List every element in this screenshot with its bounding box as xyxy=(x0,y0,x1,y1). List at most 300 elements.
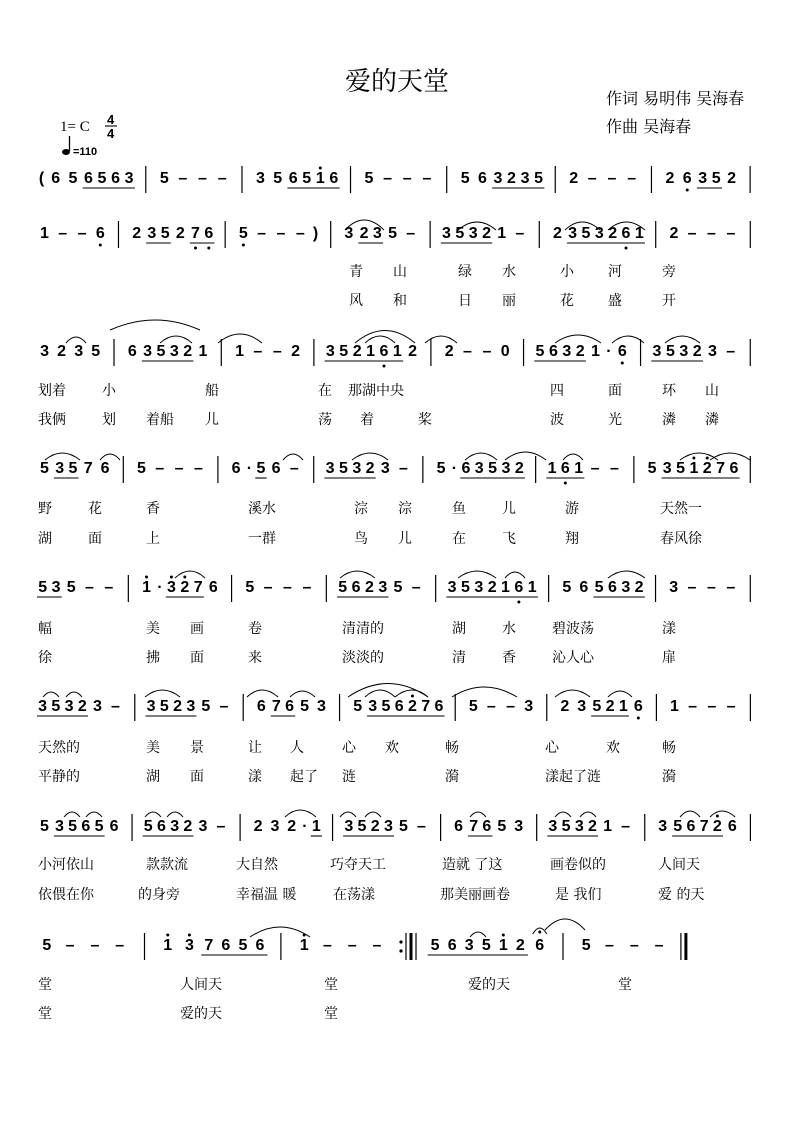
lyric: 儿 xyxy=(502,501,516,517)
note: 6 xyxy=(51,170,61,187)
lyric: 美 xyxy=(146,621,160,637)
note: 5 xyxy=(91,343,101,360)
notes-line xyxy=(42,928,686,960)
slur xyxy=(545,919,585,930)
note: 5 xyxy=(581,225,591,242)
sustain-dash: – xyxy=(726,343,736,360)
note: 2 xyxy=(634,579,644,596)
sustain-dash: – xyxy=(587,170,597,187)
lyric: 堂 xyxy=(38,1006,52,1022)
note: 6 xyxy=(329,170,339,187)
note: 5 xyxy=(460,579,470,596)
lyric: 旁 xyxy=(662,264,676,280)
sustain-dash: – xyxy=(687,579,697,596)
lyric: 堂 xyxy=(324,1006,338,1022)
note: 1 xyxy=(689,460,699,477)
note: 3 xyxy=(325,460,335,477)
sustain-dash: – xyxy=(104,579,114,596)
lyric: 湖 xyxy=(38,531,52,547)
note: 2 xyxy=(173,698,183,715)
note: 1 xyxy=(591,343,600,360)
sustain-dash: – xyxy=(198,170,207,187)
lyrics-verse-1 xyxy=(38,382,719,399)
note: 7 xyxy=(716,460,726,477)
lyric: 春风徐 xyxy=(660,531,702,547)
note: 1 xyxy=(198,343,208,360)
lyric: 丽 xyxy=(502,293,516,309)
note: 5 xyxy=(488,460,498,477)
lyric: 潾 xyxy=(705,412,719,428)
note: 5 xyxy=(381,698,391,715)
note: 5 xyxy=(39,818,49,835)
note: 3 xyxy=(54,818,64,835)
note: 5 xyxy=(353,698,363,715)
lyric: 上 xyxy=(146,531,160,547)
note: 5 xyxy=(338,460,348,477)
slur xyxy=(425,336,457,343)
note: 1 xyxy=(235,343,245,360)
lyric: 鱼 xyxy=(452,501,466,517)
slur xyxy=(505,452,546,460)
note: 2 xyxy=(365,460,375,477)
upper-octave-dot xyxy=(183,576,186,579)
note: 2 xyxy=(487,579,497,596)
slur xyxy=(555,335,601,343)
lyric: 花 xyxy=(88,501,102,517)
note: 2 xyxy=(727,170,737,187)
lyric: 湖 xyxy=(146,769,160,785)
lyric: 来 xyxy=(248,650,262,666)
note: 2 xyxy=(560,698,570,715)
note: 3 xyxy=(574,818,584,835)
lyrics-verse-2 xyxy=(38,411,719,428)
lyrics-verse-1 xyxy=(38,500,702,517)
note: 5 xyxy=(68,818,78,835)
note: 7 xyxy=(191,225,200,242)
note: 6 xyxy=(617,343,627,360)
note: 3 xyxy=(166,579,176,596)
lyric: 人间天 xyxy=(658,857,700,873)
note: 6 xyxy=(394,698,404,715)
sustain-dash: – xyxy=(263,579,273,596)
lyric: 在荡漾 xyxy=(333,887,375,903)
note: 2 xyxy=(575,343,585,360)
sustain-dash: – xyxy=(155,460,165,477)
lyric: 堂 xyxy=(324,977,338,993)
note: 5 xyxy=(245,579,255,596)
note: 0 xyxy=(500,343,510,360)
sustain-dash: – xyxy=(411,579,421,596)
slur xyxy=(365,690,395,697)
note: 6 xyxy=(83,170,93,187)
lyric: 野 xyxy=(38,501,52,517)
note: 5 xyxy=(94,818,104,835)
sustain-dash: – xyxy=(178,170,188,187)
lyric: 美 xyxy=(146,740,160,756)
note: 5 xyxy=(711,170,721,187)
notes-line xyxy=(39,166,750,193)
sustain-dash: – xyxy=(383,170,392,187)
lyric: 拂 xyxy=(146,650,160,666)
note: 1 xyxy=(392,343,402,360)
lyrics-verse-1 xyxy=(38,739,676,756)
lyric: 清清的 xyxy=(342,621,384,637)
note: 2 xyxy=(287,818,297,835)
note: 6 xyxy=(607,579,617,596)
note: 3 xyxy=(562,343,572,360)
lyric: 清 xyxy=(452,650,466,666)
note: 6 xyxy=(379,343,389,360)
note: 3 xyxy=(474,460,484,477)
note: 3 xyxy=(468,225,478,242)
lyric: 环 xyxy=(662,383,676,399)
note: 3 xyxy=(474,579,484,596)
lyric: 划 xyxy=(102,412,116,428)
note: 2 xyxy=(359,225,369,242)
note: 5 xyxy=(137,460,146,477)
note: 3 xyxy=(652,343,662,360)
note: 3 xyxy=(594,225,604,242)
slur xyxy=(680,811,700,817)
note: 1 xyxy=(670,698,679,715)
note: 1 xyxy=(618,698,628,715)
slur xyxy=(555,812,571,817)
note: 5 xyxy=(338,579,348,596)
note: 3 xyxy=(92,698,102,715)
note: 6 xyxy=(514,579,524,596)
sustain-dash: – xyxy=(687,225,697,242)
sustain-dash: – xyxy=(482,343,492,360)
score-row-4 xyxy=(38,452,750,547)
sustain-dash: – xyxy=(726,579,736,596)
lyric: 水 xyxy=(502,621,516,637)
upper-octave-dot xyxy=(411,695,414,698)
lyric: 欢 xyxy=(385,740,399,756)
composer-credit: 作曲 吴海春 xyxy=(606,117,692,136)
note: 3 xyxy=(317,698,326,715)
sustain-dash: – xyxy=(486,698,496,715)
repeat-dot xyxy=(399,949,402,952)
sustain-dash: – xyxy=(77,225,87,242)
lyric: 湖 xyxy=(452,621,466,637)
note: 2 xyxy=(507,170,516,187)
lyric: 爱 的天 xyxy=(658,887,705,903)
note: 1 xyxy=(603,818,612,835)
lyric: 儿 xyxy=(398,531,412,547)
slur xyxy=(66,692,82,697)
lower-octave-dot xyxy=(637,717,640,720)
note: 5 xyxy=(339,343,349,360)
note: 5 xyxy=(51,698,61,715)
note: 2 xyxy=(692,343,702,360)
note: 6 xyxy=(434,698,444,715)
note: 6 xyxy=(95,225,105,242)
note: 3 xyxy=(669,579,679,596)
note: 3 xyxy=(679,343,689,360)
note: 1 xyxy=(40,225,49,242)
note: 3 xyxy=(372,225,382,242)
lyric: 人间天 xyxy=(180,977,222,993)
note: 3 xyxy=(344,225,354,242)
lyric: 爱的天 xyxy=(180,1006,222,1022)
lyric: 漾起了涟 xyxy=(545,769,601,785)
sustain-dash: – xyxy=(276,225,286,242)
lyrics-verse-2 xyxy=(349,292,676,309)
lyric: 让 xyxy=(248,740,262,756)
song-title: 爱的天堂 xyxy=(344,67,450,97)
score-row-8 xyxy=(38,919,686,1022)
lyric: 小河依山 xyxy=(38,857,94,873)
upper-octave-dot xyxy=(502,934,505,937)
lyric: 翔 xyxy=(565,531,579,547)
note: 6 xyxy=(111,170,121,187)
note: 3 xyxy=(548,818,558,835)
note: 3 xyxy=(186,698,196,715)
lyrics-verse-2 xyxy=(38,886,704,903)
note: 5 xyxy=(160,225,170,242)
lyric: 涟 xyxy=(342,769,356,785)
sustain-dash: – xyxy=(422,170,432,187)
lyric: 潾 xyxy=(662,412,676,428)
upper-octave-dot xyxy=(303,934,306,937)
note: 3 xyxy=(708,343,717,360)
note: 3 xyxy=(198,818,208,835)
lyric: 山 xyxy=(393,264,407,280)
lyrics-verse-1 xyxy=(38,976,632,993)
note: 2 xyxy=(514,460,524,477)
lower-octave-dot xyxy=(564,482,567,485)
sustain-dash: – xyxy=(402,170,412,187)
time-signature-top: 4 xyxy=(107,112,115,127)
slur xyxy=(555,690,590,697)
sustain-dash: – xyxy=(283,579,292,596)
note: 3 xyxy=(55,460,65,477)
note: 5 xyxy=(159,698,169,715)
slur xyxy=(470,812,486,817)
slur xyxy=(290,691,315,697)
note: 3 xyxy=(344,818,354,835)
note: 2 xyxy=(569,170,579,187)
note: 2 xyxy=(482,225,491,242)
lyric: 面 xyxy=(190,650,204,666)
note: 5 xyxy=(201,698,211,715)
dot-duration: · xyxy=(606,343,612,360)
lyric: 天然一 xyxy=(660,501,702,517)
lyric: 飞 xyxy=(502,531,516,547)
slur xyxy=(145,812,161,817)
lyric: 大自然 xyxy=(236,857,278,873)
lyric: 河 xyxy=(608,264,622,280)
note: 6 xyxy=(109,818,119,835)
note: 3 xyxy=(40,343,49,360)
note: 7 xyxy=(469,818,479,835)
note: 5 xyxy=(238,225,248,242)
note: 5 xyxy=(68,460,78,477)
sustain-dash: – xyxy=(217,170,227,187)
lower-octave-dot xyxy=(621,362,624,365)
slur xyxy=(365,812,381,817)
note: 6 xyxy=(729,460,739,477)
note: 5 xyxy=(647,460,657,477)
note: 2 xyxy=(588,818,597,835)
note: 6 xyxy=(221,937,231,954)
note: 5 xyxy=(40,460,49,477)
notes-line xyxy=(40,456,750,485)
note: 5 xyxy=(534,170,544,187)
note: 2 xyxy=(669,225,679,242)
note: 3 xyxy=(383,818,393,835)
lyric: 光 xyxy=(608,412,622,428)
lyric: 堂 xyxy=(618,977,632,993)
note: 1 xyxy=(634,225,644,242)
sustain-dash: – xyxy=(726,225,736,242)
note: 6 xyxy=(482,818,492,835)
note: 5 xyxy=(38,579,48,596)
note: 5 xyxy=(561,818,571,835)
key-signature: 1= C xyxy=(60,119,90,135)
lyric: 船 xyxy=(205,383,219,399)
notes-line xyxy=(37,575,750,604)
sustain-dash: – xyxy=(84,579,94,596)
lyric: 小 xyxy=(560,264,574,280)
note: 7 xyxy=(193,579,203,596)
note: 5 xyxy=(357,818,367,835)
lyric: 平静的 xyxy=(38,769,80,785)
score-row-3 xyxy=(38,320,750,428)
note: 3 xyxy=(170,818,180,835)
sustain-dash: – xyxy=(707,225,716,242)
lyric: 青 xyxy=(349,264,363,280)
note: 5 xyxy=(481,937,491,954)
note: 5 xyxy=(665,343,675,360)
sustain-dash: – xyxy=(322,937,332,954)
sustain-dash: – xyxy=(289,460,299,477)
lyric: 游 xyxy=(565,501,579,517)
note: 3 xyxy=(524,698,534,715)
note: 5 xyxy=(594,579,604,596)
sustain-dash: – xyxy=(610,460,619,477)
note: 5 xyxy=(497,818,507,835)
upper-octave-dot xyxy=(716,815,719,818)
lyric: 起了 xyxy=(290,769,318,785)
note: 3 xyxy=(520,170,530,187)
score-row-1 xyxy=(39,166,750,193)
note: 1 xyxy=(366,343,376,360)
lyric: 风 xyxy=(349,293,363,309)
note: 7 xyxy=(421,698,431,715)
notes-line xyxy=(40,221,750,250)
note: 5 xyxy=(393,579,403,596)
note: 1 xyxy=(315,170,325,187)
note: 5 xyxy=(68,170,78,187)
lyric: 畅 xyxy=(445,740,459,756)
upper-octave-dot xyxy=(170,576,173,579)
lyric: 淙 xyxy=(354,501,368,517)
slur xyxy=(64,812,80,817)
note: 6 xyxy=(461,460,471,477)
sustain-dash: – xyxy=(688,698,697,715)
note: 6 xyxy=(454,818,464,835)
parenthesis: ( xyxy=(38,170,45,187)
slur xyxy=(250,927,310,937)
sustain-dash: – xyxy=(607,170,617,187)
note: 6 xyxy=(256,698,266,715)
note: 3 xyxy=(51,579,61,596)
slur xyxy=(167,812,183,817)
lyric: 造就 了这 xyxy=(442,857,503,873)
note: 3 xyxy=(698,170,708,187)
slur xyxy=(505,572,525,578)
lyrics-verse-2 xyxy=(38,649,676,666)
score-row-5 xyxy=(37,571,750,666)
note: 1 xyxy=(163,937,173,954)
lyric: 着船 xyxy=(146,412,174,428)
lower-octave-dot xyxy=(624,247,627,250)
note: 1 xyxy=(501,579,510,596)
sustain-dash: – xyxy=(590,460,600,477)
note: 7 xyxy=(83,460,93,477)
note: 2 xyxy=(553,225,562,242)
note: 2 xyxy=(665,170,675,187)
slur xyxy=(452,687,517,697)
slur xyxy=(710,811,735,817)
note: 3 xyxy=(658,818,668,835)
note: 1 xyxy=(498,937,508,954)
sustain-dash: – xyxy=(194,460,203,477)
slur xyxy=(665,336,700,343)
note: 5 xyxy=(562,579,572,596)
note: 3 xyxy=(143,343,152,360)
lyric: 景 xyxy=(190,740,204,756)
time-signature-bottom: 4 xyxy=(107,126,115,141)
lyric: 欢 xyxy=(606,740,620,756)
note: 2 xyxy=(77,698,87,715)
sustain-dash: – xyxy=(706,579,716,596)
sustain-dash: – xyxy=(629,937,639,954)
sustain-dash: – xyxy=(707,698,717,715)
note: 5 xyxy=(256,460,266,477)
note: 2 xyxy=(444,343,454,360)
note: 2 xyxy=(175,225,185,242)
score-row-6 xyxy=(37,684,750,786)
slur xyxy=(160,336,192,343)
sustain-dash: – xyxy=(726,698,736,715)
lyric: 四 xyxy=(550,383,564,399)
lyric: 巧夺天工 xyxy=(330,857,386,873)
lyric: 那美丽画卷 xyxy=(440,887,510,903)
upper-octave-dot xyxy=(692,457,695,460)
lower-octave-dot xyxy=(242,244,245,247)
note: 5 xyxy=(676,460,686,477)
lyric: 畅 xyxy=(662,740,676,756)
upper-octave-dot xyxy=(166,934,169,937)
note: 3 xyxy=(147,225,157,242)
lower-octave-dot xyxy=(207,247,210,250)
tempo-marking: =110 xyxy=(73,146,98,158)
note: 2 xyxy=(608,225,618,242)
lyric: 绿 xyxy=(458,264,472,280)
lower-octave-dot xyxy=(517,601,520,604)
note: 6 xyxy=(560,460,570,477)
note: 2 xyxy=(370,818,380,835)
note: 6 xyxy=(271,460,281,477)
lyric: 徐 xyxy=(38,650,52,666)
lyric: 天然的 xyxy=(38,740,80,756)
note: 5 xyxy=(468,698,478,715)
lyric: 漾 xyxy=(248,769,262,785)
note: 2 xyxy=(183,343,193,360)
lyrics-verse-1 xyxy=(38,620,676,637)
